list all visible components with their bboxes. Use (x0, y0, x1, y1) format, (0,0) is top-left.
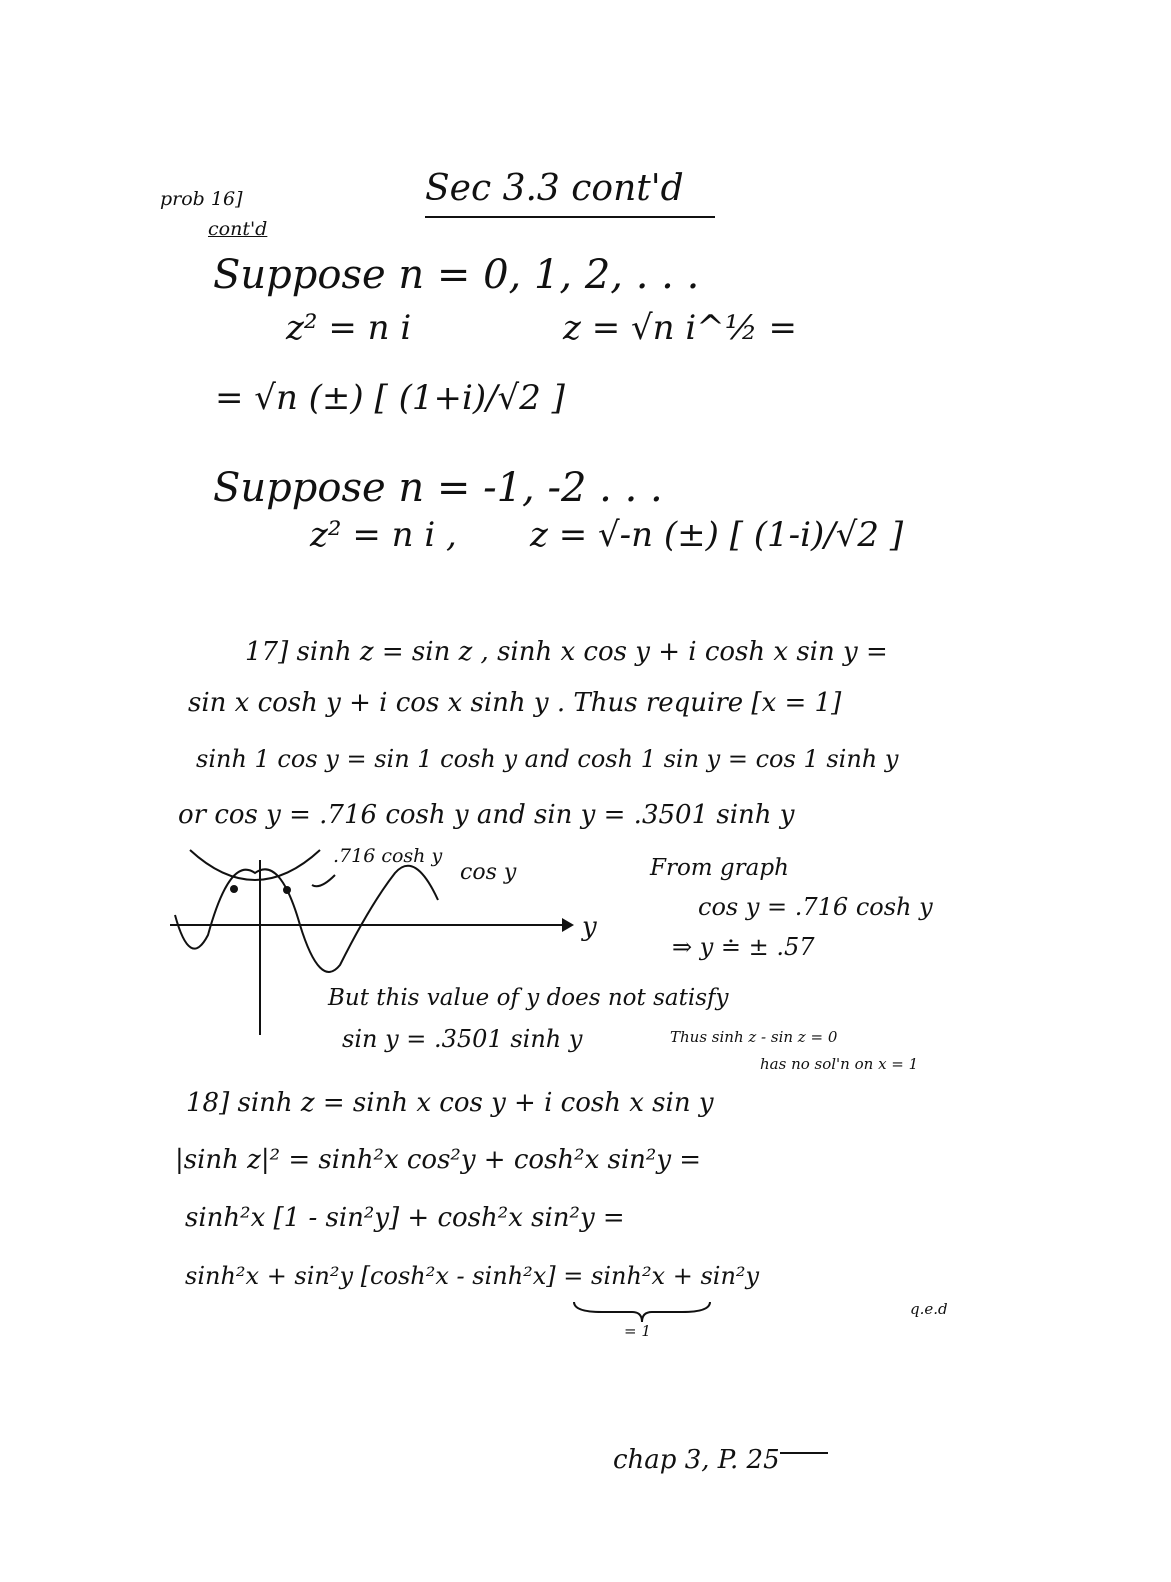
prob18-line4: sinh²x + sin²y [cosh²x - sinh²x] = sinh²x + sin²y (185, 1262, 760, 1290)
from-graph-label: From graph (650, 855, 789, 881)
graph-label-cosh: .716 cosh y (333, 845, 443, 867)
prob16-line5a: z² = n i , (310, 515, 457, 555)
prob17-but-line1: But this value of y does not satisfy (328, 985, 729, 1011)
arrow-icon (312, 875, 335, 886)
prob16-line1: Suppose n = 0, 1, 2, . . . (213, 252, 700, 298)
qed-mark: q.e.d (910, 1300, 948, 1318)
prob17-line2: sin x cosh y + i cos x sinh y . Thus require [x = 1] (188, 688, 842, 718)
prob18-line3: sinh²x [1 - sin²y] + cosh²x sin²y = (185, 1203, 625, 1233)
underbrace-icon (572, 1300, 712, 1324)
underbrace-label: = 1 (624, 1322, 651, 1340)
graph-result-1: cos y = .716 cosh y (698, 893, 933, 921)
intersection-point-right (283, 886, 291, 894)
axis-arrow-icon (562, 918, 574, 932)
page-reference-stroke (780, 1452, 828, 1454)
page-reference: chap 3, P. 25 (613, 1445, 780, 1475)
problem-continued-note: cont'd (208, 218, 268, 240)
prob18-line2: |sinh z|² = sinh²x cos²y + cosh²x sin²y = (175, 1145, 702, 1175)
prob17-line3: sinh 1 cos y = sin 1 cosh y and cosh 1 sin y = cos 1 sinh y (196, 745, 899, 773)
prob16-line4: Suppose n = -1, -2 . . . (213, 465, 663, 511)
prob17-note-line2: has no sol'n on x = 1 (760, 1055, 919, 1073)
prob16-line3: = √n (±) [ (1+i)/√2 ] (215, 378, 565, 418)
graph-result-2: ⇒ y ≐ ± .57 (672, 933, 815, 961)
prob16-line5b: z = √-n (±) [ (1-i)/√2 ] (530, 515, 904, 555)
prob17-line1: 17] sinh z = sin z , sinh x cos y + i cosh x sin y = (245, 637, 888, 667)
prob18-line1: 18] sinh z = sinh x cos y + i cosh x sin y (186, 1088, 714, 1118)
problem-reference: prob 16] (160, 188, 243, 210)
graph-label-cos: cos y (460, 860, 517, 885)
title-underline (425, 216, 715, 218)
intersection-point-left (230, 885, 238, 893)
graph-axis-label: y (582, 912, 597, 942)
prob17-note-line1: Thus sinh z - sin z = 0 (670, 1028, 838, 1046)
page-title: Sec 3.3 cont'd (425, 168, 684, 209)
cosh-curve (190, 850, 320, 880)
prob16-line2a: z² = n i (286, 308, 412, 348)
prob17-line4: or cos y = .716 cosh y and sin y = .3501 sinh y (178, 800, 795, 830)
prob17-but-line2: sin y = .3501 sinh y (342, 1025, 583, 1053)
cos-curve (175, 866, 438, 972)
prob16-line2b: z = √n i^½ = (563, 308, 797, 348)
